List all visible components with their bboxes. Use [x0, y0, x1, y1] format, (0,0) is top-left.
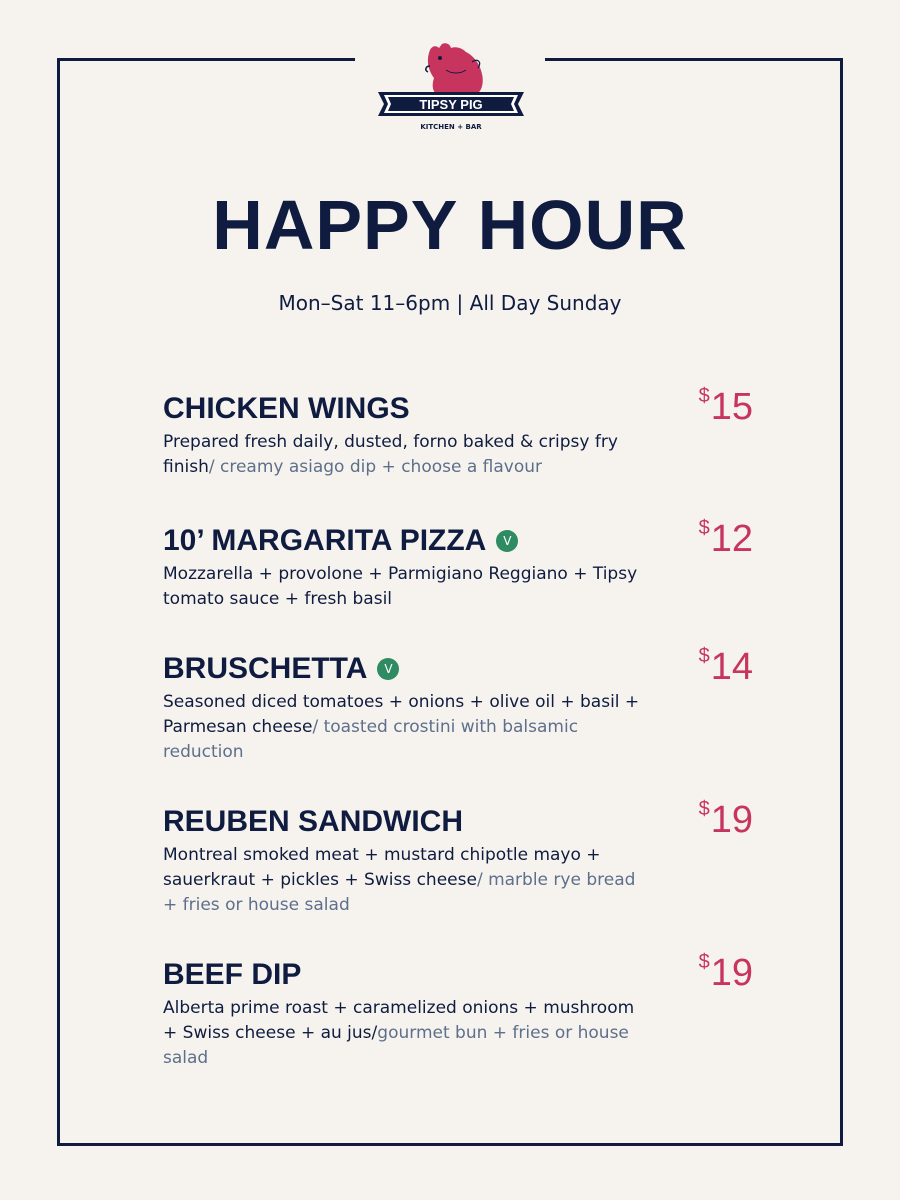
happy-hour-times: Mon–Sat 11–6pm | All Day Sunday [278, 291, 622, 315]
logo-name: TIPSY PIG [419, 97, 483, 112]
currency-symbol: $ [698, 645, 710, 667]
menu-item-name-text: BEEF DIP [163, 958, 302, 991]
currency-symbol: $ [698, 517, 710, 539]
menu-item-price [698, 798, 753, 841]
menu-item-price [698, 517, 753, 560]
menu-item [163, 517, 753, 612]
pig-logo-icon [376, 40, 526, 132]
menu-item-description [163, 843, 643, 918]
description-accompaniment: / marble rye bread + fries or house salad [163, 870, 636, 915]
menu-item-description [163, 430, 643, 480]
description-accompaniment: gourmet bun + fries or house salad [163, 1023, 629, 1068]
menu-item-name-text: 10’ MARGARITA PIZZA [163, 524, 487, 557]
price-amount: 19 [710, 952, 753, 994]
menu-item [163, 798, 753, 918]
description-accompaniment: / creamy asiago dip + choose a flavour [208, 457, 543, 477]
description-text: Prepared fresh daily, dusted, forno baked & cripsy fry finish [163, 432, 618, 477]
vegetarian-badge-icon: V [377, 658, 399, 680]
menu-item-description [163, 690, 643, 765]
menu-item-price [698, 951, 753, 994]
description-text: Montreal smoked meat + mustard chipotle mayo + sauerkraut + pickles + Swiss cheese [163, 845, 601, 890]
menu-item-description [163, 562, 643, 612]
currency-symbol: $ [698, 951, 710, 973]
menu-item-name [163, 805, 753, 839]
menu-item-name-text: REUBEN SANDWICH [163, 805, 463, 838]
price-amount: 14 [710, 646, 753, 688]
page-title: HAPPY HOUR [212, 186, 688, 264]
currency-symbol: $ [698, 385, 710, 407]
description-text: Mozzarella + provolone + Parmigiano Reggiano + Tipsy tomato sauce + fresh basil [163, 564, 638, 609]
menu-item [163, 385, 753, 480]
description-accompaniment: / toasted crostini with balsamic reduction [163, 717, 579, 762]
menu-item-name [163, 524, 753, 558]
tipsy-pig-logo [376, 40, 526, 132]
price-amount: 12 [710, 518, 753, 560]
description-text: Alberta prime roast + caramelized onions + mushroom + Swiss cheese + au jus/ [163, 998, 635, 1043]
menu-item-name-text: BRUSCHETTA [163, 652, 368, 685]
menu-item [163, 951, 753, 1071]
currency-symbol: $ [698, 798, 710, 820]
price-amount: 19 [710, 799, 753, 841]
menu-item-name [163, 392, 753, 426]
vegetarian-badge-icon: V [496, 530, 518, 552]
menu-item [163, 645, 753, 765]
menu-item-name [163, 652, 753, 686]
description-text: Seasoned diced tomatoes + onions + olive oil + basil + Parmesan cheese [163, 692, 640, 737]
menu-item-price [698, 645, 753, 688]
price-amount: 15 [710, 386, 753, 428]
logo-tagline: KITCHEN + BAR [420, 123, 482, 131]
menu-item-name-text: CHICKEN WINGS [163, 392, 410, 425]
menu-item-price [698, 385, 753, 428]
menu-item-description [163, 996, 643, 1071]
menu-item-name [163, 958, 753, 992]
